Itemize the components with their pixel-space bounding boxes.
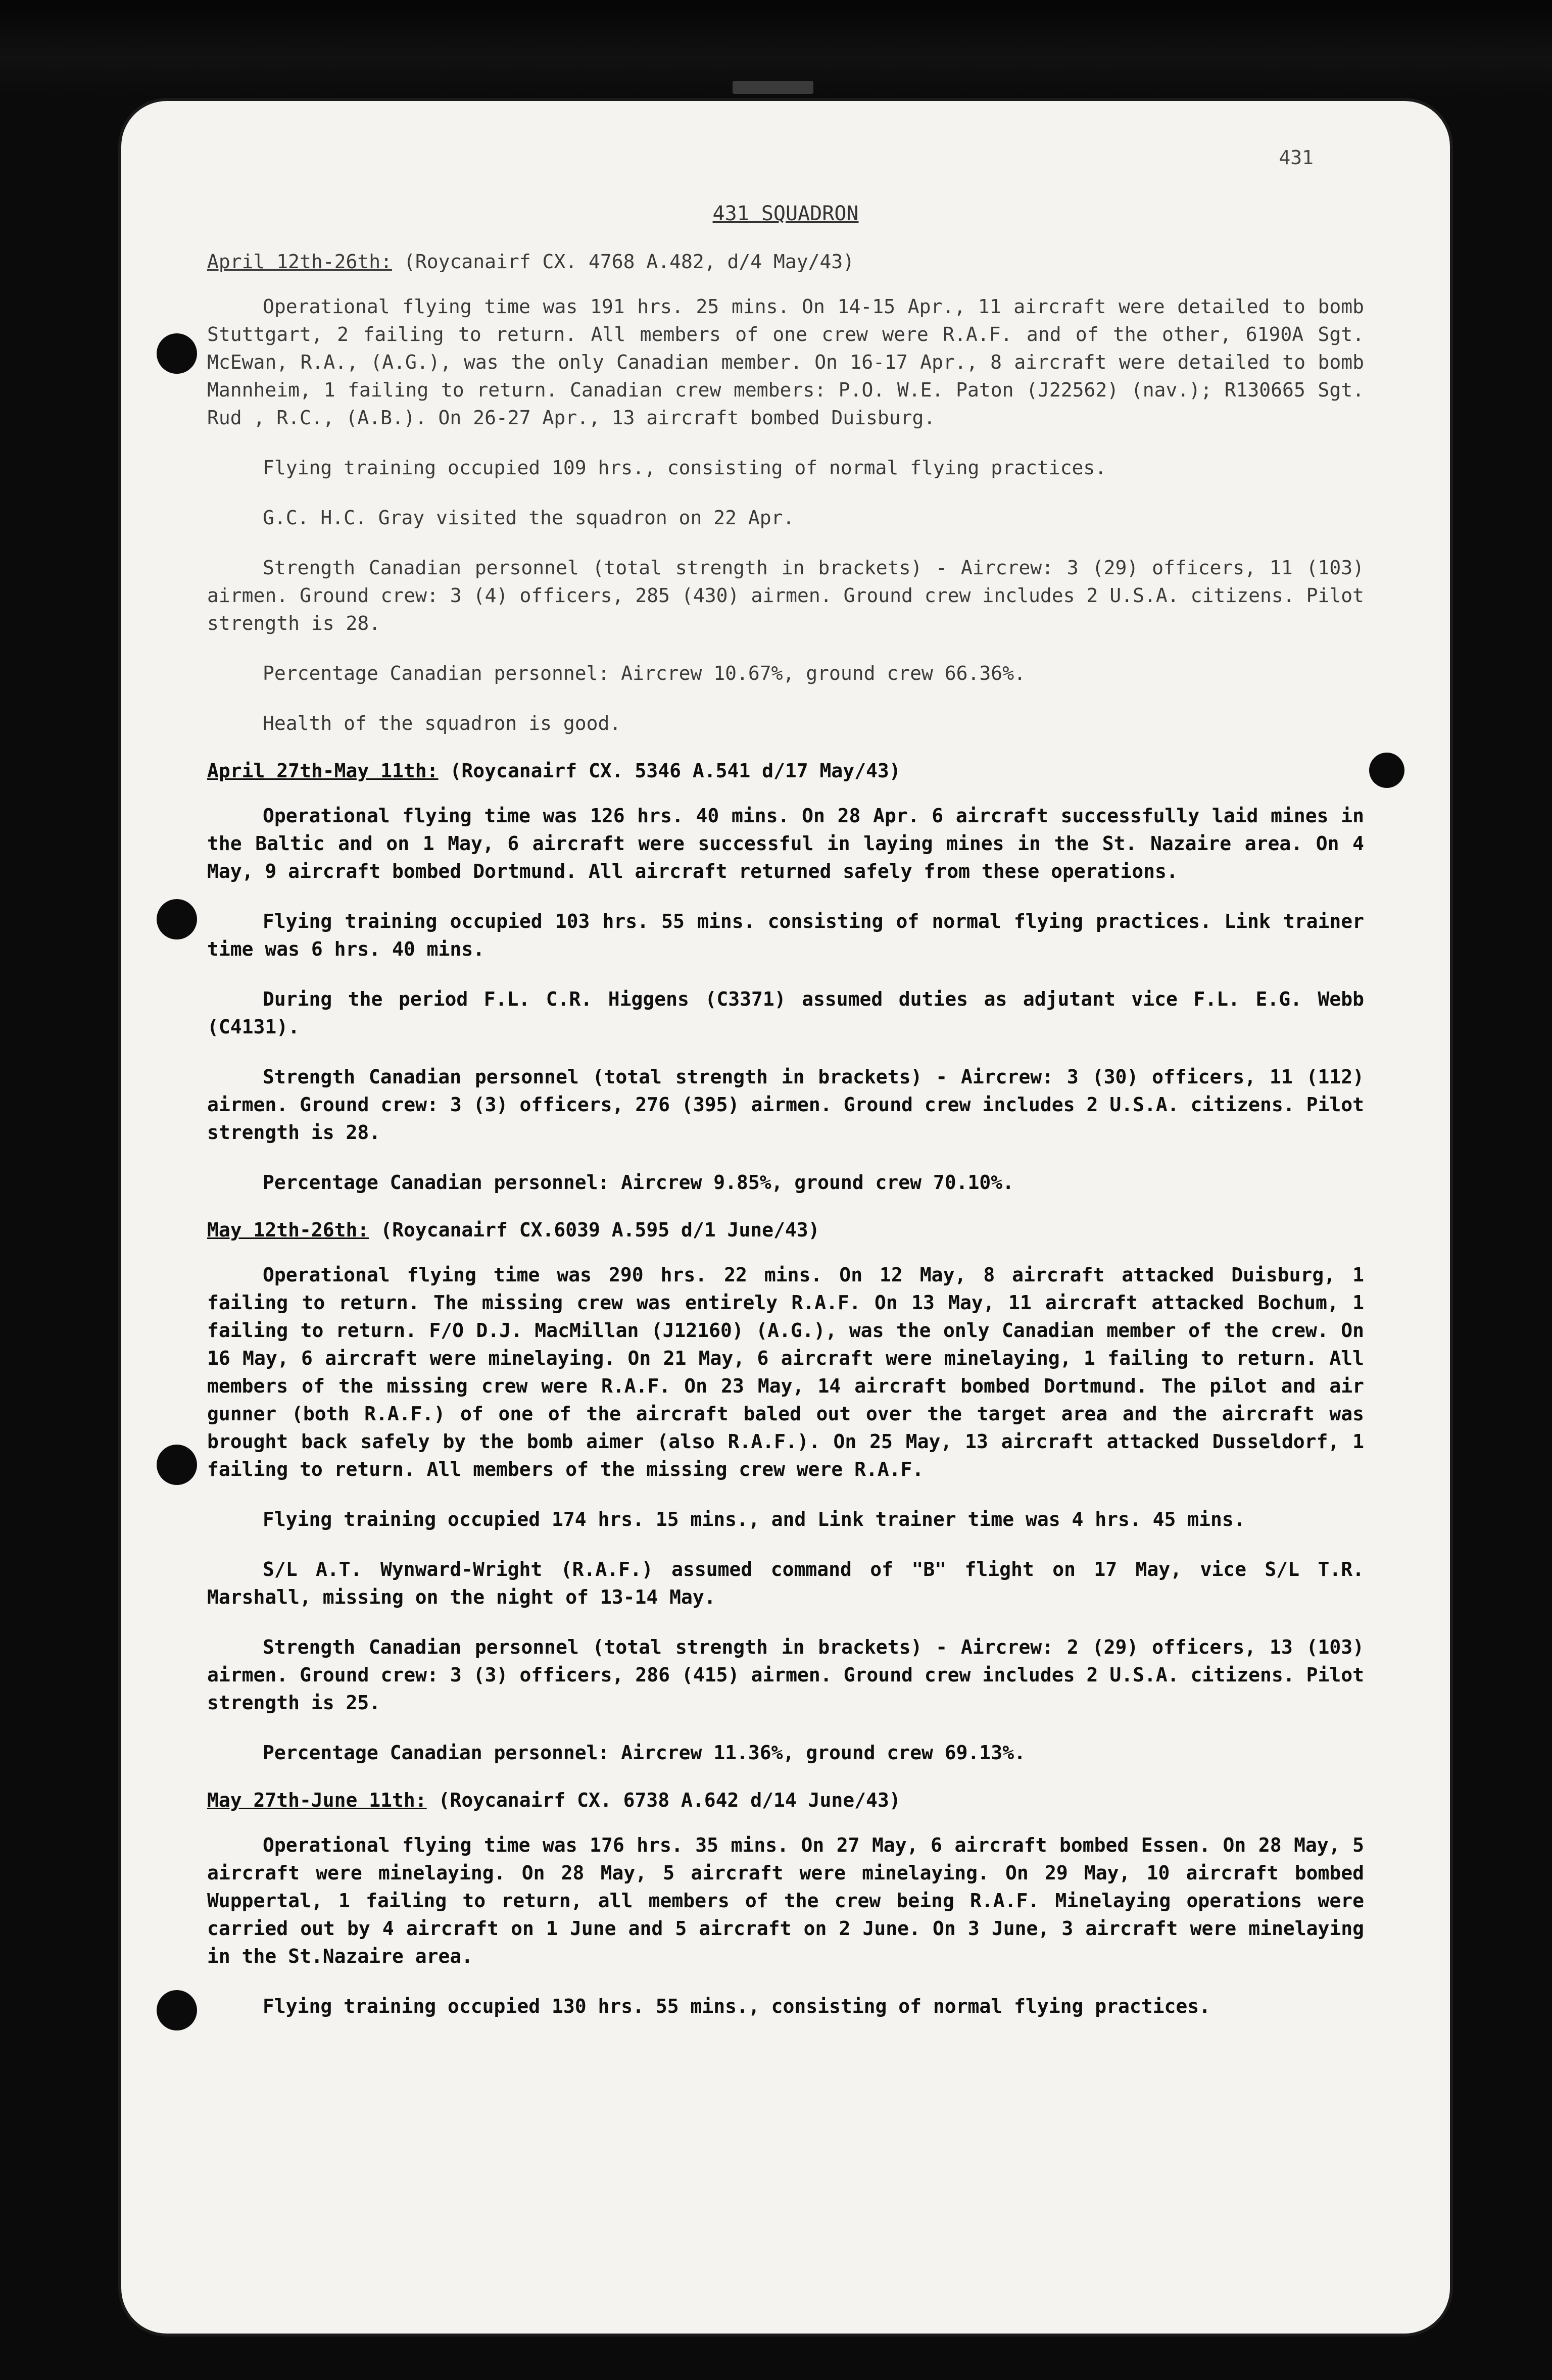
paragraph: Operational flying time was 191 hrs. 25 mins. On 14-15 Apr., 11 aircraft were detailed to bomb Stuttgart, 2 failing to return. All members of one crew were R.A.F. and of the other, 6190A Sgt. McEwan, R.A., (A.G.), was the only Canadian member. On 16-17 Apr., 8 aircraft were detailed to bomb Mannheim, 1 failing to return. Canadian crew members: P.O. W.E. Paton (J22562) (nav.); R130665 Sgt. Rud , R.C., (A.B.). On 26-27 Apr., 13 aircraft bombed Duisburg. (207, 295, 1364, 429)
section-reference: (Roycanairf CX. 5346 A.541 d/17 May/43) (450, 760, 901, 782)
paragraph: G.C. H.C. Gray visited the squadron on 22 Apr. (263, 507, 795, 529)
section-reference: (Roycanairf CX. 4768 A.482, d/4 May/43) (403, 251, 855, 273)
punch-hole (157, 1445, 197, 1485)
report-section (207, 1789, 1364, 2020)
paragraph: Percentage Canadian personnel: Aircrew 11.36%, ground crew 69.13%. (263, 1742, 1026, 1764)
paragraph: S/L A.T. Wynward-Wright (R.A.F.) assumed command of "B" flight on 17 May, vice S/L T.R. Marshall, missing on the night of 13-14 May. (207, 1558, 1364, 1608)
report-section (207, 760, 1364, 1197)
report-section (207, 1219, 1364, 1767)
paragraph: Flying training occupied 174 hrs. 15 mins., and Link trainer time was 4 hrs. 45 mins. (263, 1508, 1245, 1530)
report-section (207, 251, 1364, 737)
section-date: May 12th-26th: (207, 1219, 369, 1241)
section-date: April 12th-26th: (207, 251, 393, 273)
punch-hole (1369, 753, 1404, 788)
document-body (207, 202, 1364, 2043)
punch-hole (157, 899, 197, 939)
paragraph: Operational flying time was 290 hrs. 22 mins. On 12 May, 8 aircraft attacked Duisburg, 1 failing to return. The missing crew was entirely R.A.F. On 13 May, 11 aircraft attacked Bochum, 1 failing to return. F/O D.J. MacMillan (J12160) (A.G.), was the only Canadian member of the crew. On 16 May, 6 aircraft were minelaying. On 21 May, 6 aircraft were minelaying, 1 failing to return. All members of the missing crew were R.A.F. On 23 May, 14 aircraft bombed Dortmund. The pilot and air gunner (both R.A.F.) of one of the aircraft baled out over the target area and the aircraft was brought back safely by the bomb aimer (also R.A.F.). On 25 May, 13 aircraft attacked Dusseldorf, 1 failing to return. All members of the missing crew were R.A.F. (207, 1264, 1364, 1480)
paragraph: Flying training occupied 130 hrs. 55 mins., consisting of normal flying practices. (263, 1995, 1210, 2017)
paragraph: Health of the squadron is good. (263, 712, 621, 734)
squadron-heading: 431 SQUADRON (712, 202, 859, 225)
paragraph: Percentage Canadian personnel: Aircrew 9.85%, ground crew 70.10%. (263, 1171, 1014, 1194)
section-reference: (Roycanairf CX.6039 A.595 d/1 June/43) (380, 1219, 820, 1241)
punch-hole (157, 333, 197, 374)
punch-hole (157, 1990, 197, 2030)
paragraph: Strength Canadian personnel (total strength in brackets) - Aircrew: 3 (30) officers, 11 (112) airmen. Ground crew: 3 (3) officers, 276 (395) airmen. Ground crew includes 2 U.S.A. citizens. Pilot strength is 28. (207, 1066, 1364, 1144)
paragraph: Strength Canadian personnel (total strength in brackets) - Aircrew: 2 (29) officers, 13 (103) airmen. Ground crew: 3 (3) officers, 286 (415) airmen. Ground crew includes 2 U.S.A. citizens. Pilot strength is 25. (207, 1636, 1364, 1714)
paragraph: Flying training occupied 103 hrs. 55 mins. consisting of normal flying practices. Link trainer time was 6 hrs. 40 mins. (207, 910, 1364, 960)
page-number: 431 (1279, 146, 1314, 169)
paragraph: Flying training occupied 109 hrs., consisting of normal flying practices. (263, 457, 1107, 479)
section-title (207, 251, 1364, 273)
section-reference: (Roycanairf CX. 6738 A.642 d/14 June/43) (438, 1789, 901, 1811)
section-date: May 27th-June 11th: (207, 1789, 427, 1811)
section-title (207, 760, 1364, 782)
paragraph: Strength Canadian personnel (total strength in brackets) - Aircrew: 3 (29) officers, 11 (103) airmen. Ground crew: 3 (4) officers, 285 (430) airmen. Ground crew includes 2 U.S.A. citizens. Pilot strength is 28. (207, 557, 1364, 634)
scan-clip-mark (733, 81, 813, 94)
section-date: April 27th-May 11th: (207, 760, 439, 782)
paragraph: Operational flying time was 176 hrs. 35 mins. On 27 May, 6 aircraft bombed Essen. On 28 May, 5 aircraft were minelaying. On 28 May, 5 aircraft were minelaying. On 29 May, 10 aircraft bombed Wuppertal, 1 failing to return, all members of the crew being R.A.F. Minelaying operations were carried out by 4 aircraft on 1 June and 5 aircraft on 2 June. On 3 June, 3 aircraft were minelaying in the St.Nazaire area. (207, 1834, 1364, 1967)
paragraph: Percentage Canadian personnel: Aircrew 10.67%, ground crew 66.36%. (263, 662, 1026, 684)
paragraph: Operational flying time was 126 hrs. 40 mins. On 28 Apr. 6 aircraft successfully laid mines in the Baltic and on 1 May, 6 aircraft were successful in laying mines in the St. Nazaire area. On 4 May, 9 aircraft bombed Dortmund. All aircraft returned safely from these operations. (207, 805, 1364, 882)
paragraph: During the period F.L. C.R. Higgens (C3371) assumed duties as adjutant vice F.L. E.G. Webb (C4131). (207, 988, 1364, 1038)
section-title (207, 1789, 1364, 1811)
section-title (207, 1219, 1364, 1241)
document-page (121, 101, 1450, 2334)
